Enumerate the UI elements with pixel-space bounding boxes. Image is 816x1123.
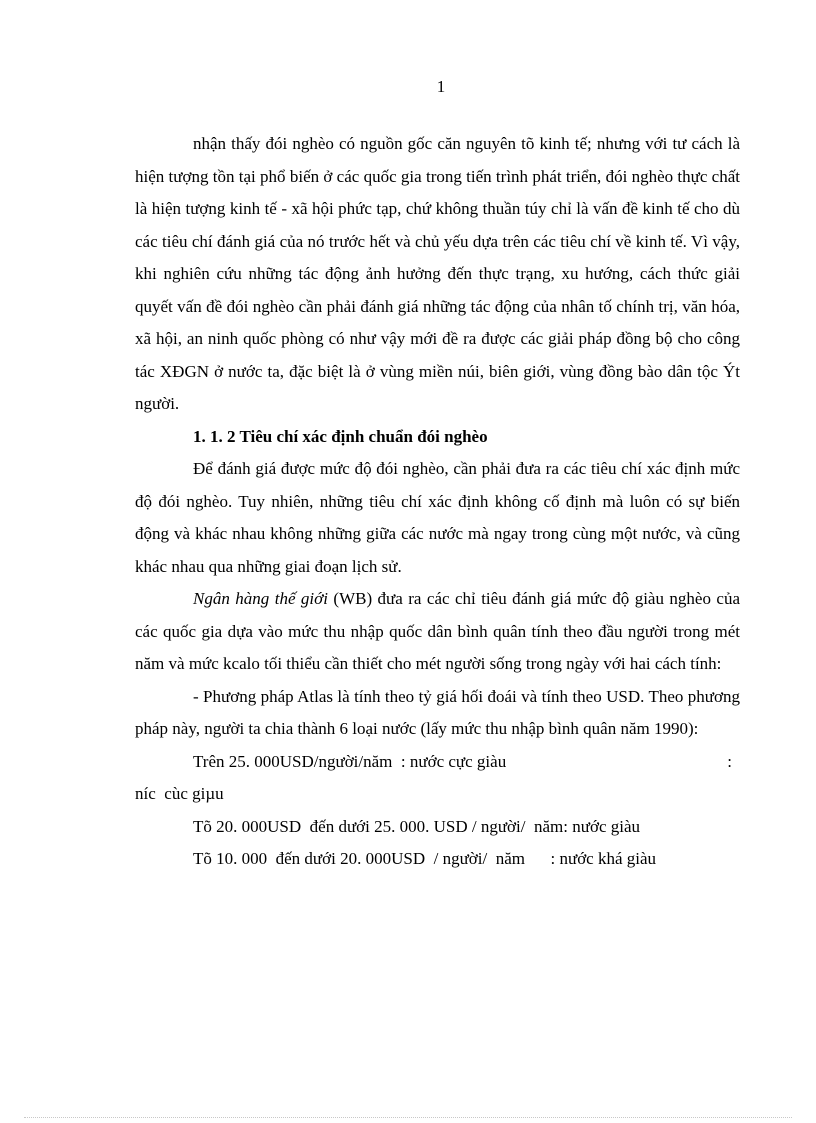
paragraph-world-bank [135,583,740,681]
income-list-row-1 [135,746,740,779]
income-list-row-3: Tõ 10. 000 đến dưới 20. 000USD / người/ năm : nước khá giàu [193,849,657,868]
paragraph-atlas-method: - Phương pháp Atlas là tính theo tỷ giá hối đoái và tính theo USD. Theo phương pháp này, người ta chia thành 6 loại nước (lấy mức thu nhập bình quân năm 1990): [135,686,740,738]
page-number: 1 [436,77,446,96]
paragraph-criteria-intro: Để đánh giá được mức độ đói nghèo, cần phải đưa ra các tiêu chí xác định mức độ đói nghèo. Tuy nhiên, những tiêu chí xác định không cố định mà luôn có sự biến động và khác nhau không những giữa các nước mà ngay trong cùng một nước, và cũng khác nhau qua những giai đoạn lịch sử. [135,459,740,576]
income-row-1-text: Trên 25. 000USD/người/năm : nước cực giàu [193,751,507,771]
income-row-1-colon: : [727,751,732,771]
page-bottom-divider [24,1117,792,1118]
income-list-row-2: Tõ 20. 000USD đến dưới 25. 000. USD / người/ năm: nước giàu [193,816,641,836]
paragraph-poverty-nature: nhận thấy đói nghèo có nguồn gốc căn nguyên tõ kinh tế; nhưng với tư cách là hiện tượng tồn tại phổ biến ở các quốc gia trong tiến trình phát triển, đói nghèo thực chất là hiện tượng kinh tế - xã hội phức tạp, chứ không thuần túy chỉ là vấn đề kinh tế cho dù các tiêu chí đánh giá của nó trước hết và chủ yếu dựa trên các tiêu chí về kinh tế. Vì vậy, khi nghiên cứu những tác động ảnh hưởng đến thực trạng, xu hướng, cách thức giải quyết vấn đề đói nghèo cần phải đánh giá những tác động của nhân tố chính trị, văn hóa, xã hội, an ninh quốc phòng có như vậy mới đề ra được các giải pháp đồng bộ cho công tác XĐGN ở nước ta, đặc biệt là ở vùng miền núi, biên giới, vùng đồng bào dân tộc Ýt người. [135,134,740,413]
world-bank-text: (WB) đưa ra các chỉ tiêu đánh giá mức độ giàu nghèo của các quốc gia dựa vào mức thu nhập quốc dân bình quân tính theo đầu người trong mét năm và mức kcalo tối thiểu cần thiết cho mét người sống trong ngày với hai cách tính: [135,589,740,673]
world-bank-name: Ngân hàng thế giới [193,589,328,608]
document-body [135,128,740,876]
income-row-1-continuation: níc cùc giµu [135,784,224,803]
section-heading: 1. 1. 2 Tiêu chí xác định chuẩn đói nghèo [193,426,488,446]
